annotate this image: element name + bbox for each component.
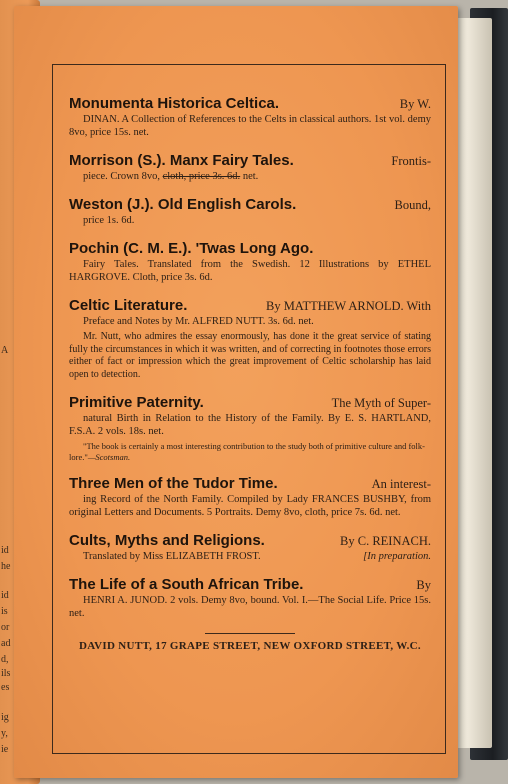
entry-author: By C. REINACH. [340, 534, 431, 548]
entry-description: Preface and Notes by Mr. ALFRED NUTT. 3s. 6d. net. [83, 316, 314, 327]
entry-author: By [416, 578, 431, 592]
entry-primitive-paternity [69, 394, 431, 462]
facing-page-fragment: he [1, 561, 11, 572]
entry-author: The Myth of Super- [331, 396, 431, 410]
entry-manx-fairy-tales [69, 152, 431, 183]
entry-title: The Life of a South African Tribe. [69, 576, 304, 593]
entry-title: Pochin (C. M. E.). 'Twas Long Ago. [69, 240, 314, 257]
entry-description: natural Birth in Relation to the History of the Family. By E. S. HARTLAND, F.S.A. 2 vols. 18s. net. [69, 413, 431, 437]
entry-author: Frontis- [391, 154, 431, 168]
entry-twas-long-ago [69, 240, 431, 284]
facing-page-fragment: d, [1, 654, 9, 665]
facing-page-fragment: es [1, 682, 10, 693]
entry-monumenta [69, 95, 431, 139]
entry-title: Cults, Myths and Religions. [69, 532, 265, 549]
entry-description: ing Record of the North Family. Compiled by Lady FRANCES BUSHBY, from original Letters and Documents. 5 Portraits. Demy 8vo, cloth, price 7s. 6d. net. [69, 494, 431, 518]
entry-description: Translated by Miss ELIZABETH FROST. [In preparation. [83, 551, 431, 562]
entry-description: price 1s. 6d. [83, 215, 135, 226]
entry-celtic-literature [69, 297, 431, 381]
entry-description: DINAN. A Collection of References to the Celts in classical authors. 1st vol. demy 8vo, price 15s. net. [69, 114, 431, 138]
publisher-imprint: DAVID NUTT, 17 GRAPE STREET, NEW OXFORD STREET, W.C. [79, 640, 421, 652]
facing-page-fragment: ils [1, 668, 11, 679]
entry-old-english-carols [69, 196, 431, 227]
entry-description: piece. Crown 8vo, cloth, price 3s. 6d. net. [83, 171, 259, 182]
entry-title: Weston (J.). Old English Carols. [69, 196, 297, 213]
preparation-note: [In preparation. [363, 551, 431, 562]
facing-page-fragment: ad [1, 638, 11, 649]
page-edges [452, 18, 492, 748]
facing-page-fragment: y, [1, 728, 8, 739]
entry-title: Three Men of the Tudor Time. [69, 475, 278, 492]
entry-title: Monumenta Historica Celtica. [69, 95, 280, 112]
catalogue-page [14, 6, 458, 778]
entry-author: An interest- [371, 477, 431, 491]
press-quote: "The book is certainly a most interesting contribution to the study both of primitive culture and folk-lore."—Scotsman. [69, 441, 425, 462]
quote-source: —Scotsman. [87, 451, 131, 462]
entry-title: Morrison (S.). Manx Fairy Tales. [69, 152, 294, 169]
entry-author: Bound, [394, 198, 431, 212]
catalogue-listing [69, 95, 431, 652]
entry-three-men-tudor [69, 475, 431, 519]
facing-page-fragment: A [1, 345, 9, 356]
facing-page-fragment: or [1, 622, 10, 633]
entry-description: HENRI A. JUNOD. 2 vols. Demy 8vo, bound. Vol. I.—The Social Life. Price 15s. net. [69, 595, 431, 619]
facing-page-fragment: ig [1, 712, 9, 723]
entry-title: Celtic Literature. [69, 297, 188, 314]
facing-page-fragment: ie [1, 744, 9, 755]
entry-south-african-tribe [69, 576, 431, 620]
divider [205, 633, 295, 634]
entry-author: By MATTHEW ARNOLD. With [265, 299, 431, 313]
struck-price: cloth, price 3s. 6d. [162, 171, 241, 182]
facing-page-fragment: is [1, 606, 8, 617]
page-border [52, 64, 446, 754]
facing-page-fragment: id [1, 545, 9, 556]
entry-cults-myths [69, 532, 431, 563]
entry-description: Fairy Tales. Translated from the Swedish. 12 Illustrations by ETHEL HARGROVE. Cloth, price 3s. 6d. [69, 259, 431, 283]
entry-review: Mr. Nutt, who admires the essay enormously, has done it the great service of stating fully the circumstances in which it was written, and of correcting in footnotes those errors either of fact or impression which the great improvement of Celtic scholarship has laid open to detection. [69, 331, 431, 380]
facing-page-fragment: id [1, 590, 9, 601]
entry-author: By W. [399, 97, 431, 111]
entry-title: Primitive Paternity. [69, 394, 204, 411]
